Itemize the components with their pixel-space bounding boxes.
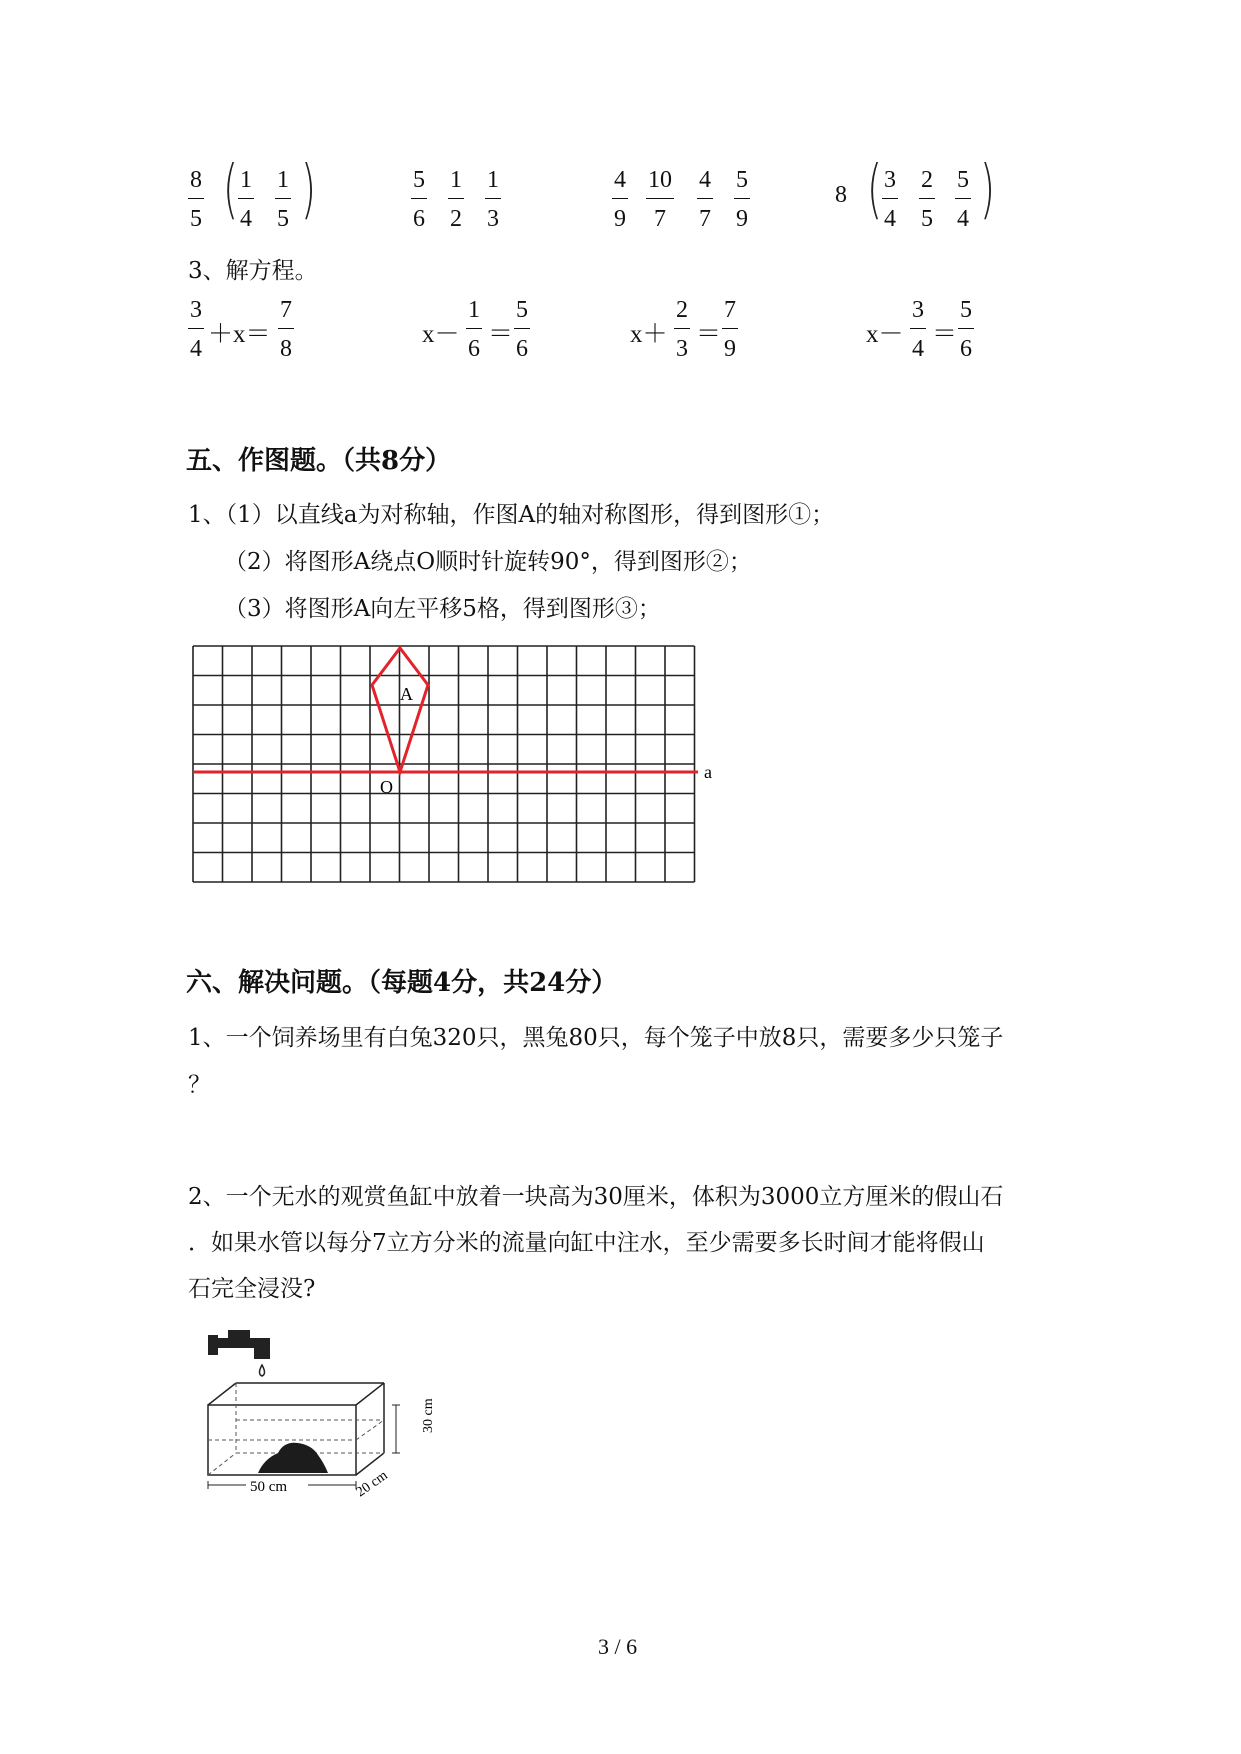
lead-number: 8 bbox=[835, 182, 847, 208]
equation-operator: ＝ bbox=[932, 321, 958, 348]
equation-prefix: x－ bbox=[866, 321, 904, 348]
fraction: $\frac{3}{4}$ bbox=[912, 297, 924, 362]
section3-label: 3、解方程。 bbox=[188, 258, 318, 284]
length-label: 50 cm bbox=[250, 1479, 288, 1495]
fraction: $\frac{3}{4}$ bbox=[190, 297, 202, 362]
fraction: $\frac{5}{6}$ bbox=[413, 167, 425, 232]
fraction: $\frac{5}{9}$ bbox=[736, 167, 748, 232]
fraction: $\frac{3}{4}$ bbox=[884, 167, 896, 232]
shape-a-label: A bbox=[400, 684, 413, 704]
right-paren: ) bbox=[300, 153, 316, 227]
section5-q1-line2: （2）将图形A绕点O顺时针旋转90°，得到图形②； bbox=[224, 549, 752, 575]
section5-heading: 五、作图题。（共8分） bbox=[186, 446, 452, 476]
fraction: $\frac{1}{3}$ bbox=[487, 167, 499, 232]
section6-q2-line3: 石完全浸没? bbox=[188, 1276, 316, 1302]
equation-operator: ＋x＝ bbox=[208, 321, 271, 348]
fraction: $\frac{1}{5}$ bbox=[277, 167, 289, 232]
fraction: $\frac{2}{3}$ bbox=[676, 297, 688, 362]
grid-lines bbox=[193, 646, 695, 882]
fraction: $\frac{7}{9}$ bbox=[724, 297, 736, 362]
page-number: 3 / 6 bbox=[598, 1634, 638, 1659]
equation-operator: ＝ bbox=[696, 321, 722, 348]
fraction: $\frac{1}{4}$ bbox=[240, 167, 252, 232]
fraction: $\frac{5}{6}$ bbox=[516, 297, 528, 362]
fish-tank-figure bbox=[200, 1325, 450, 1515]
fraction: $\frac{5}{6}$ bbox=[960, 297, 972, 362]
fraction: $\frac{4}{7}$ bbox=[699, 167, 711, 232]
fraction: $\frac{2}{5}$ bbox=[921, 167, 933, 232]
point-o-label: O bbox=[380, 777, 393, 797]
equation-operator: ＝ bbox=[488, 321, 514, 348]
section6-q2-line1: 2、一个无水的观赏鱼缸中放着一块高为30厘米，体积为3000立方厘米的假山石 bbox=[188, 1184, 1004, 1210]
section5-q1-line3: （3）将图形A向左平移5格，得到图形③； bbox=[224, 596, 661, 622]
equation-prefix: x＋ bbox=[630, 321, 668, 348]
fraction: $\frac{1}{2}$ bbox=[450, 167, 462, 232]
left-paren: ( bbox=[866, 153, 882, 227]
fraction: $\frac{10}{7}$ bbox=[648, 167, 672, 232]
height-label: 30 cm bbox=[421, 1398, 436, 1433]
section6-q1-line2: ？ bbox=[188, 1072, 211, 1098]
section6-q1-line1: 1、一个饲养场里有白兔320只，黑兔80只，每个笼子中放8只，需要多少只笼子 bbox=[188, 1025, 1004, 1051]
width-label: 20 cm bbox=[353, 1468, 391, 1501]
section6-q2-line2: ．如果水管以每分7立方分米的流量向缸中注水，至少需要多长时间才能将假山 bbox=[188, 1230, 985, 1256]
section6-heading: 六、解决问题。（每题4分，共24分） bbox=[186, 968, 618, 998]
fraction: $\frac{7}{8}$ bbox=[280, 297, 292, 362]
rock-shape bbox=[258, 1443, 328, 1473]
axis-a-label: a bbox=[704, 762, 712, 782]
right-paren: ) bbox=[979, 153, 995, 227]
fraction: $\frac{1}{6}$ bbox=[468, 297, 480, 362]
left-paren: ( bbox=[222, 153, 238, 227]
fraction: $\frac{8}{5}$ bbox=[190, 167, 202, 232]
fraction: $\frac{4}{9}$ bbox=[614, 167, 626, 232]
section5-q1-line1: 1、（1）以直线a为对称轴，作图A的轴对称图形，得到图形①； bbox=[188, 502, 835, 528]
equation-prefix: x－ bbox=[422, 321, 460, 348]
faucet-icon bbox=[208, 1330, 270, 1376]
fraction: $\frac{5}{4}$ bbox=[957, 167, 969, 232]
